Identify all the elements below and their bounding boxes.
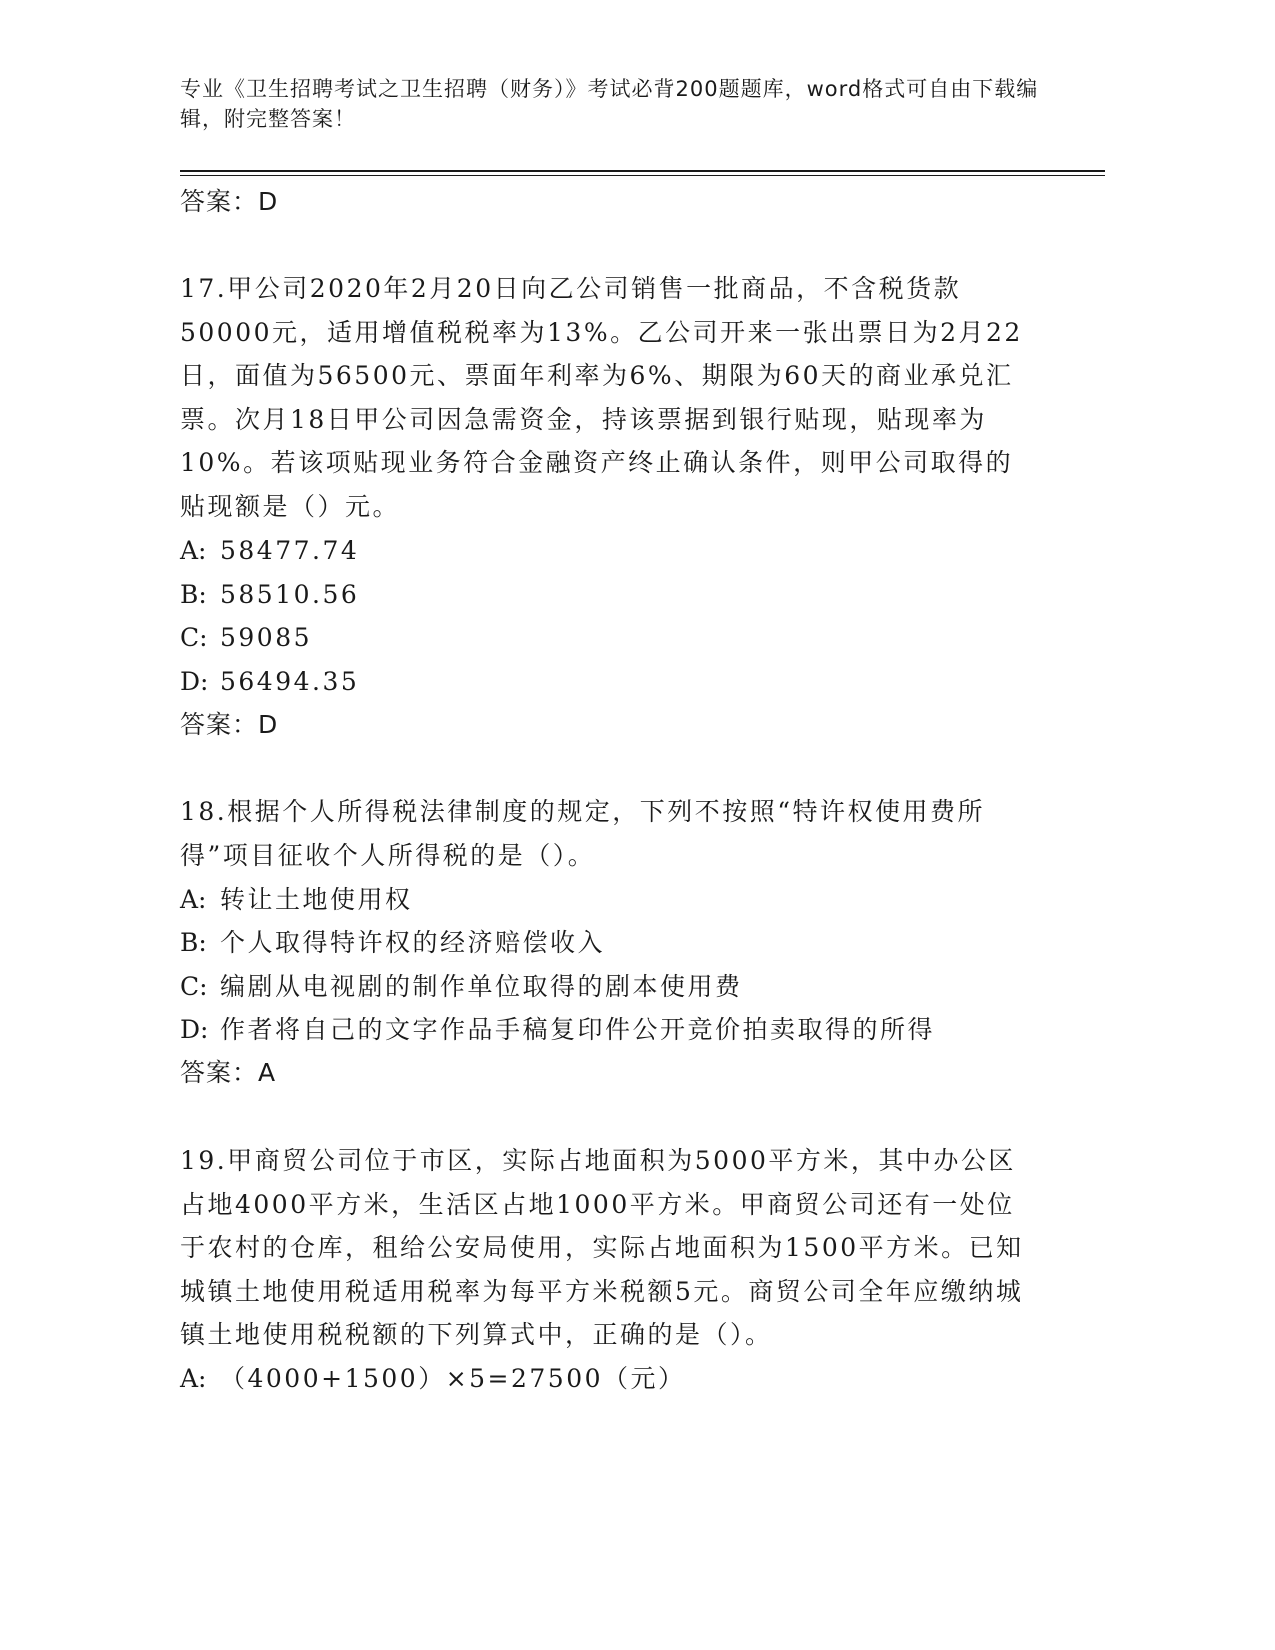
header-rule-thick bbox=[180, 170, 1105, 172]
option-text: 59085 bbox=[220, 623, 313, 652]
answer-letter: D bbox=[258, 710, 279, 739]
question-number: 18. bbox=[180, 797, 228, 826]
question-18-option-d bbox=[180, 1014, 935, 1046]
option-text: （4000+1500）×5=27500（元） bbox=[220, 1364, 686, 1393]
option-text: 58510.56 bbox=[220, 580, 360, 609]
option-label: D: bbox=[180, 1015, 209, 1044]
question-text: 甲公司2020年2月20日向乙公司销售一批商品，不含税货款50000元，适用增值税税率为13%。乙公司开来一张出票日为2月22日，面值为56500元、票面年利率为6%、期限为60天的商业承兑汇票。次月18日甲公司因急需资金，持该票据到银行贴现，贴现率为10%。若该项贴现业务符合金融资产终止确认条件，则甲公司取得的贴现额是（）元。 bbox=[180, 274, 1023, 521]
option-text: 编剧从电视剧的制作单位取得的剧本使用费 bbox=[220, 972, 743, 1001]
question-text: 甲商贸公司位于市区，实际占地面积为5000平方米，其中办公区占地4000平方米，生活区占地1000平方米。甲商贸公司还有一处位于农村的仓库，租给公安局使用，实际占地面积为1500平方米。已知城镇土地使用税适用税率为每平方米税额5元。商贸公司全年应缴纳城镇土地使用税税额的下列算式中，正确的是（）。 bbox=[180, 1146, 1024, 1349]
answer-label: 答案： bbox=[180, 1058, 259, 1087]
option-text: 个人取得特许权的经济赔偿收入 bbox=[220, 928, 606, 957]
option-label: C: bbox=[180, 623, 208, 652]
answer-letter: D bbox=[258, 187, 279, 216]
document-header: 专业《卫生招聘考试之卫生招聘（财务）》考试必背200题题库，word格式可自由下载编辑，附完整答案！ bbox=[180, 77, 1039, 131]
option-label: A: bbox=[180, 885, 207, 914]
prev-answer-line bbox=[180, 186, 278, 218]
question-19-option-a bbox=[180, 1363, 686, 1395]
question-17-option-c bbox=[180, 622, 312, 654]
option-text: 58477.74 bbox=[220, 536, 360, 565]
question-text: 根据个人所得税法律制度的规定，下列不按照“特许权使用费所得”项目征收个人所得税的是（）。 bbox=[180, 797, 986, 870]
question-17-option-a bbox=[180, 535, 359, 567]
option-label: C: bbox=[180, 972, 208, 1001]
question-number: 19. bbox=[180, 1146, 228, 1175]
answer-letter: A bbox=[258, 1058, 277, 1087]
question-18-stem bbox=[180, 790, 1040, 877]
option-label: A: bbox=[180, 1364, 207, 1393]
question-17-answer bbox=[180, 709, 278, 741]
answer-label: 答案： bbox=[180, 710, 259, 739]
option-label: B: bbox=[180, 580, 207, 609]
option-text: 作者将自己的文字作品手稿复印件公开竞价拍卖取得的所得 bbox=[220, 1015, 936, 1044]
question-17-option-b bbox=[180, 579, 359, 611]
question-18-option-a bbox=[180, 884, 413, 916]
answer-label: 答案： bbox=[180, 187, 259, 216]
question-17-stem bbox=[180, 267, 1040, 528]
question-17-option-d bbox=[180, 666, 359, 698]
option-label: B: bbox=[180, 928, 207, 957]
option-label: A: bbox=[180, 536, 207, 565]
question-18-option-b bbox=[180, 927, 605, 959]
option-text: 56494.35 bbox=[220, 667, 360, 696]
question-18-option-c bbox=[180, 971, 743, 1003]
header-rule-thin bbox=[180, 175, 1105, 176]
option-label: D: bbox=[180, 667, 209, 696]
question-18-answer bbox=[180, 1057, 276, 1089]
question-19-stem bbox=[180, 1139, 1040, 1357]
option-text: 转让土地使用权 bbox=[220, 885, 413, 914]
question-number: 17. bbox=[180, 274, 228, 303]
